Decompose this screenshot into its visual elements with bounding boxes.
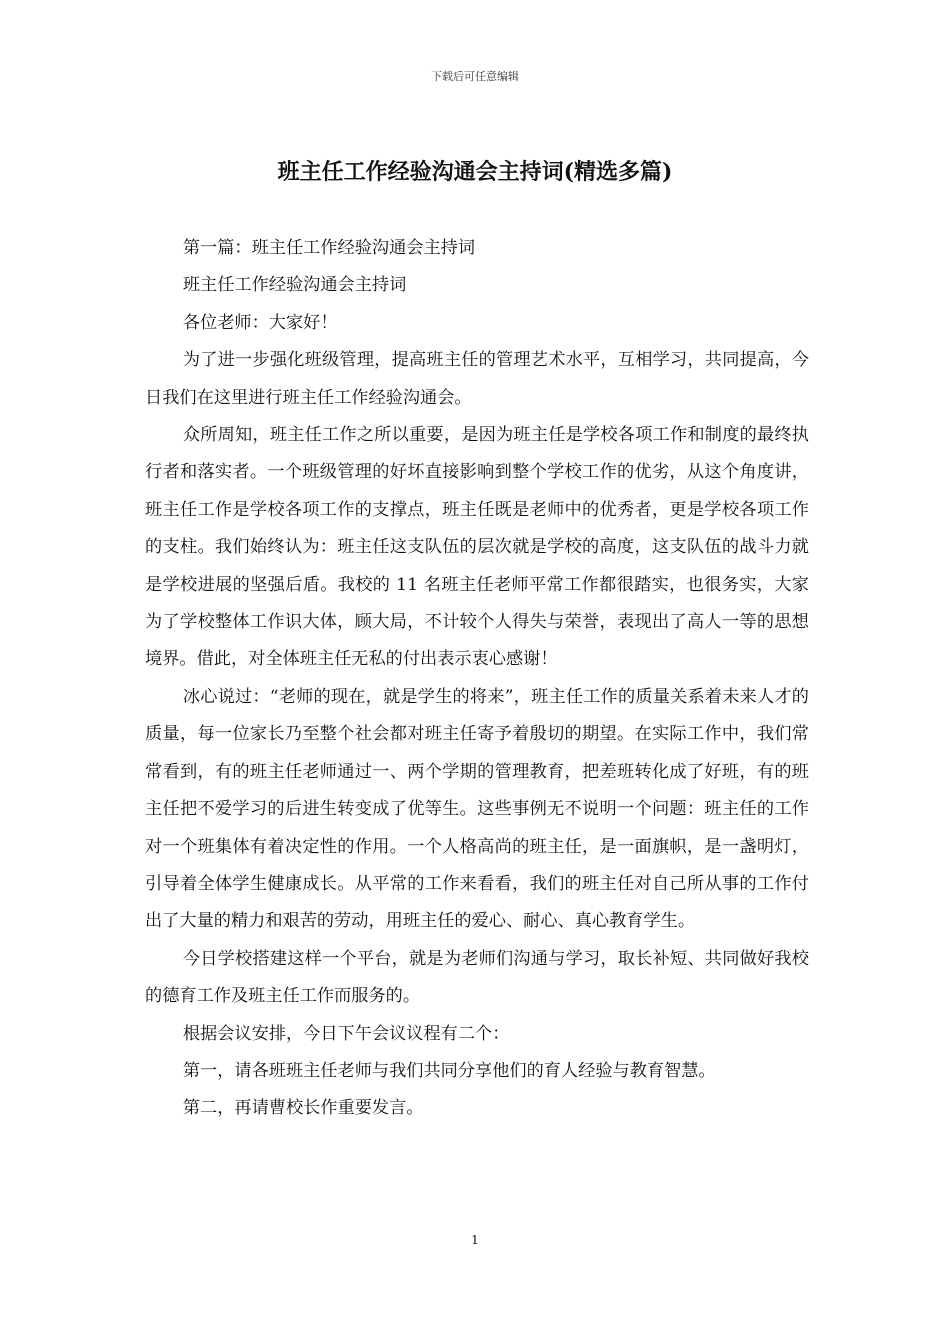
paragraph: 第一篇：班主任工作经验沟通会主持词 — [182, 238, 476, 258]
paragraph: 今日学校搭建这样一个平台，就是为老师们沟通与学习，取长补短、共同做好我校的德育工作及班主任工作而服务的。 — [145, 948, 809, 1007]
paragraph: 第二，再请曹校长作重要发言。 — [182, 1098, 424, 1119]
paragraph: 班主任工作经验沟通会主持词 — [182, 275, 407, 296]
paragraph: 各位老师：大家好！ — [182, 312, 338, 333]
page-header-note: 下载后可任意编辑 — [431, 70, 519, 83]
paragraph: 为了进一步强化班级管理，提高班主任的管理艺术水平，互相学习，共同提高，今日我们在这里进行班主任工作经验沟通会。 — [145, 350, 809, 408]
page-number: 1 — [471, 1233, 479, 1247]
document-body — [145, 230, 809, 1128]
paragraph: 第一，请各班班主任老师与我们共同分享他们的育人经验与教育智慧。 — [182, 1060, 716, 1081]
paragraph: 众所周知，班主任工作之所以重要，是因为班主任是学校各项工作和制度的最终执行者和落实者。一个班级管理的好坏直接影响到整个学校工作的优劣，从这个角度讲，班主任工作是学校各项工作的支撑点，班主任既是老师中的优秀者，更是学校各项工作的支柱。我们始终认为：班主任这支队伍的层次就是学校的高度，这支队伍的战斗力就是学校进展的坚强后盾。我校的 11 名班主任老师平常工作都很踏实，也很务实，大家为了学校整体工作识大体，顾大局，不计较个人得失与荣誉，表现出了高人一等的思想境界。借此，对全体班主任无私的付出表示衷心感谢！ — [145, 425, 809, 670]
paragraph: 根据会议安排，今日下午会议议程有二个： — [182, 1023, 510, 1044]
paragraph: 冰心说过：“老师的现在，就是学生的将来”，班主任工作的质量关系着未来人才的质量，每一位家长乃至整个社会都对班主任寄予着殷切的期望。在实际工作中，我们常常看到，有的班主任老师通过一、两个学期的管理教育，把差班转化成了好班，有的班主任把不爱学习的后进生转变成了优等生。这些事例无不说明一个问题：班主任的工作对一个班集体有着决定性的作用。一个人格高尚的班主任，是一面旗帜，是一盏明灯，引导着全体学生健康成长。从平常的工作来看看，我们的班主任对自己所从事的工作付出了大量的精力和艰苦的劳动，用班主任的爱心、耐心、真心教育学生。 — [145, 686, 809, 932]
document-title: 班主任工作经验沟通会主持词(精选多篇) — [277, 159, 673, 185]
